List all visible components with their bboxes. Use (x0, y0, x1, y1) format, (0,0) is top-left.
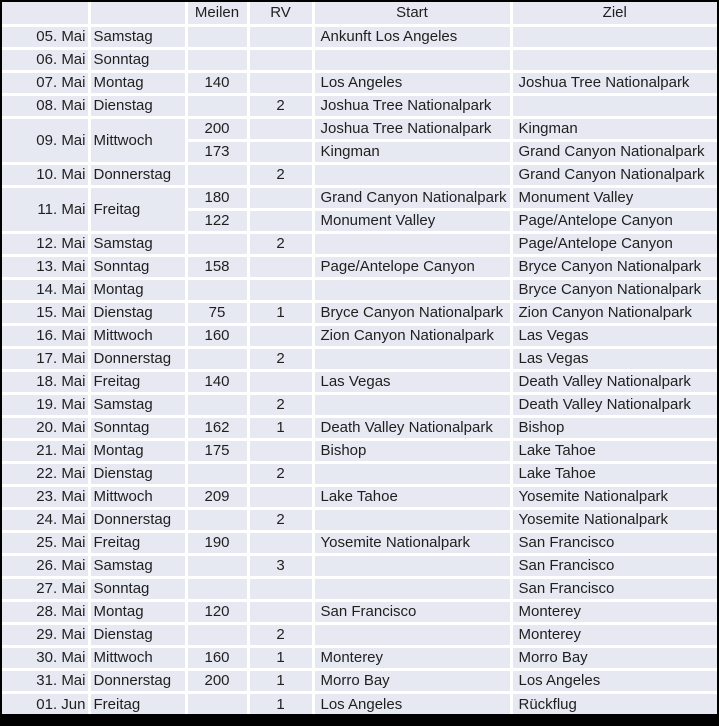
date-cell: 08. Mai (2, 94, 89, 117)
rv-cell (248, 140, 313, 163)
weekday-cell: Sonntag (89, 255, 186, 278)
date-column-header (2, 2, 89, 25)
ziel-cell: Page/Antelope Canyon (511, 232, 717, 255)
meilen-cell (186, 163, 248, 186)
table-row (2, 439, 717, 462)
weekday-cell: Sonntag (89, 48, 186, 71)
ziel-cell: Bryce Canyon Nationalpark (511, 255, 717, 278)
header-row (2, 2, 717, 25)
header-start: Start (313, 2, 511, 25)
rv-cell: 2 (248, 623, 313, 646)
date-cell: 19. Mai (2, 393, 89, 416)
date-cell: 01. Jun (2, 692, 89, 715)
table-row (2, 186, 717, 209)
start-cell (313, 163, 511, 186)
table-row (2, 25, 717, 48)
meilen-cell (186, 508, 248, 531)
itinerary-table (2, 2, 717, 715)
table-row (2, 117, 717, 140)
table-row (2, 393, 717, 416)
table-row (2, 255, 717, 278)
rv-cell: 2 (248, 163, 313, 186)
table-row (2, 370, 717, 393)
start-cell: Joshua Tree Nationalpark (313, 94, 511, 117)
date-cell: 30. Mai (2, 646, 89, 669)
weekday-cell: Mittwoch (89, 324, 186, 347)
weekday-cell: Donnerstag (89, 669, 186, 692)
weekday-cell: Samstag (89, 232, 186, 255)
rv-cell (248, 600, 313, 623)
ziel-cell: Yosemite Nationalpark (511, 508, 717, 531)
meilen-cell (186, 554, 248, 577)
start-cell: Bishop (313, 439, 511, 462)
date-cell: 18. Mai (2, 370, 89, 393)
date-cell: 11. Mai (2, 186, 89, 232)
weekday-cell: Mittwoch (89, 646, 186, 669)
weekday-cell: Mittwoch (89, 485, 186, 508)
rv-cell (248, 209, 313, 232)
rv-cell: 1 (248, 416, 313, 439)
ziel-cell: Los Angeles (511, 669, 717, 692)
rv-cell (248, 48, 313, 71)
ziel-cell: Kingman (511, 117, 717, 140)
ziel-cell: San Francisco (511, 577, 717, 600)
start-cell: Joshua Tree Nationalpark (313, 117, 511, 140)
date-cell: 05. Mai (2, 25, 89, 48)
weekday-cell: Sonntag (89, 577, 186, 600)
ziel-cell (511, 48, 717, 71)
rv-cell: 2 (248, 94, 313, 117)
ziel-cell: Rückflug (511, 692, 717, 715)
date-cell: 12. Mai (2, 232, 89, 255)
date-cell: 16. Mai (2, 324, 89, 347)
ziel-cell: San Francisco (511, 554, 717, 577)
date-cell: 26. Mai (2, 554, 89, 577)
weekday-cell: Montag (89, 600, 186, 623)
meilen-cell (186, 278, 248, 301)
date-cell: 21. Mai (2, 439, 89, 462)
ziel-cell: Zion Canyon Nationalpark (511, 301, 717, 324)
ziel-cell: Death Valley Nationalpark (511, 370, 717, 393)
date-cell: 20. Mai (2, 416, 89, 439)
ziel-cell: Lake Tahoe (511, 439, 717, 462)
ziel-cell: Yosemite Nationalpark (511, 485, 717, 508)
ziel-cell: Bishop (511, 416, 717, 439)
start-cell (313, 554, 511, 577)
table-row (2, 508, 717, 531)
rv-cell: 3 (248, 554, 313, 577)
ziel-cell: Bryce Canyon Nationalpark (511, 278, 717, 301)
date-cell: 06. Mai (2, 48, 89, 71)
weekday-cell: Freitag (89, 186, 186, 232)
start-cell: Lake Tahoe (313, 485, 511, 508)
rv-cell: 2 (248, 232, 313, 255)
header-ziel: Ziel (511, 2, 717, 25)
start-cell: Kingman (313, 140, 511, 163)
date-cell: 13. Mai (2, 255, 89, 278)
start-cell (313, 278, 511, 301)
rv-cell: 1 (248, 692, 313, 715)
weekday-cell: Dienstag (89, 94, 186, 117)
meilen-cell: 122 (186, 209, 248, 232)
weekday-cell: Freitag (89, 370, 186, 393)
ziel-cell: Grand Canyon Nationalpark (511, 140, 717, 163)
meilen-cell: 190 (186, 531, 248, 554)
meilen-cell (186, 25, 248, 48)
meilen-cell (186, 393, 248, 416)
start-cell: Los Angeles (313, 71, 511, 94)
start-cell (313, 393, 511, 416)
table-row (2, 71, 717, 94)
table-row (2, 301, 717, 324)
table-header (2, 2, 717, 25)
meilen-cell (186, 623, 248, 646)
ziel-cell: Las Vegas (511, 324, 717, 347)
ziel-cell: Lake Tahoe (511, 462, 717, 485)
meilen-cell: 160 (186, 324, 248, 347)
meilen-cell (186, 692, 248, 715)
ziel-cell: San Francisco (511, 531, 717, 554)
date-cell: 28. Mai (2, 600, 89, 623)
meilen-cell: 75 (186, 301, 248, 324)
start-cell: Death Valley Nationalpark (313, 416, 511, 439)
weekday-cell: Dienstag (89, 462, 186, 485)
rv-cell (248, 255, 313, 278)
start-cell (313, 48, 511, 71)
meilen-cell (186, 94, 248, 117)
table-row (2, 485, 717, 508)
start-cell: Las Vegas (313, 370, 511, 393)
meilen-cell: 140 (186, 370, 248, 393)
rv-cell: 2 (248, 508, 313, 531)
weekday-cell: Donnerstag (89, 163, 186, 186)
ziel-cell: Morro Bay (511, 646, 717, 669)
weekday-cell: Samstag (89, 393, 186, 416)
date-cell: 27. Mai (2, 577, 89, 600)
date-cell: 29. Mai (2, 623, 89, 646)
rv-cell (248, 485, 313, 508)
meilen-cell: 173 (186, 140, 248, 163)
table-row (2, 347, 717, 370)
ziel-cell: Death Valley Nationalpark (511, 393, 717, 416)
table-row (2, 531, 717, 554)
weekday-column-header (89, 2, 186, 25)
meilen-cell: 160 (186, 646, 248, 669)
meilen-cell: 140 (186, 71, 248, 94)
meilen-cell (186, 462, 248, 485)
rv-cell (248, 531, 313, 554)
weekday-cell: Dienstag (89, 623, 186, 646)
rv-cell (248, 370, 313, 393)
meilen-cell: 120 (186, 600, 248, 623)
ziel-cell: Monterey (511, 623, 717, 646)
weekday-cell: Donnerstag (89, 508, 186, 531)
rv-cell: 1 (248, 669, 313, 692)
meilen-cell (186, 48, 248, 71)
rv-cell (248, 324, 313, 347)
table-row (2, 462, 717, 485)
date-cell: 31. Mai (2, 669, 89, 692)
meilen-cell: 158 (186, 255, 248, 278)
start-cell (313, 232, 511, 255)
start-cell: Yosemite Nationalpark (313, 531, 511, 554)
weekday-cell: Donnerstag (89, 347, 186, 370)
table-row (2, 94, 717, 117)
date-cell: 17. Mai (2, 347, 89, 370)
rv-cell: 2 (248, 347, 313, 370)
table-row (2, 646, 717, 669)
table-row (2, 669, 717, 692)
rv-cell: 2 (248, 393, 313, 416)
ziel-cell: Joshua Tree Nationalpark (511, 71, 717, 94)
table-row (2, 416, 717, 439)
rv-cell: 2 (248, 462, 313, 485)
table-row (2, 278, 717, 301)
start-cell: Ankunft Los Angeles (313, 25, 511, 48)
ziel-cell: Las Vegas (511, 347, 717, 370)
rv-cell (248, 577, 313, 600)
meilen-cell (186, 347, 248, 370)
ziel-cell: Grand Canyon Nationalpark (511, 163, 717, 186)
start-cell (313, 577, 511, 600)
weekday-cell: Samstag (89, 25, 186, 48)
date-cell: 23. Mai (2, 485, 89, 508)
date-cell: 24. Mai (2, 508, 89, 531)
table-row (2, 48, 717, 71)
table-row (2, 692, 717, 715)
rv-cell (248, 186, 313, 209)
start-cell (313, 347, 511, 370)
date-cell: 07. Mai (2, 71, 89, 94)
weekday-cell: Sonntag (89, 416, 186, 439)
date-cell: 09. Mai (2, 117, 89, 163)
rv-cell (248, 25, 313, 48)
rv-cell (248, 278, 313, 301)
date-cell: 14. Mai (2, 278, 89, 301)
start-cell: Los Angeles (313, 692, 511, 715)
date-cell: 25. Mai (2, 531, 89, 554)
date-cell: 22. Mai (2, 462, 89, 485)
start-cell: Page/Antelope Canyon (313, 255, 511, 278)
date-cell: 15. Mai (2, 301, 89, 324)
meilen-cell: 162 (186, 416, 248, 439)
weekday-cell: Dienstag (89, 301, 186, 324)
start-cell (313, 462, 511, 485)
header-rv: RV (248, 2, 313, 25)
weekday-cell: Samstag (89, 554, 186, 577)
weekday-cell: Montag (89, 278, 186, 301)
date-cell: 10. Mai (2, 163, 89, 186)
ziel-cell (511, 94, 717, 117)
table-row (2, 577, 717, 600)
start-cell: Grand Canyon Nationalpark (313, 186, 511, 209)
start-cell (313, 623, 511, 646)
meilen-cell: 180 (186, 186, 248, 209)
weekday-cell: Montag (89, 71, 186, 94)
ziel-cell (511, 25, 717, 48)
table-row (2, 600, 717, 623)
start-cell: Monument Valley (313, 209, 511, 232)
meilen-cell (186, 232, 248, 255)
start-cell: Monterey (313, 646, 511, 669)
rv-cell: 1 (248, 301, 313, 324)
meilen-cell: 209 (186, 485, 248, 508)
start-cell: Zion Canyon Nationalpark (313, 324, 511, 347)
table-row (2, 623, 717, 646)
rv-cell (248, 439, 313, 462)
ziel-cell: Monterey (511, 600, 717, 623)
meilen-cell: 175 (186, 439, 248, 462)
weekday-cell: Freitag (89, 692, 186, 715)
start-cell: San Francisco (313, 600, 511, 623)
weekday-cell: Mittwoch (89, 117, 186, 163)
weekday-cell: Montag (89, 439, 186, 462)
start-cell (313, 508, 511, 531)
table-row (2, 324, 717, 347)
header-meilen: Meilen (186, 2, 248, 25)
table-row (2, 163, 717, 186)
rv-cell: 1 (248, 646, 313, 669)
weekday-cell: Freitag (89, 531, 186, 554)
meilen-cell: 200 (186, 669, 248, 692)
meilen-cell (186, 577, 248, 600)
start-cell: Morro Bay (313, 669, 511, 692)
ziel-cell: Page/Antelope Canyon (511, 209, 717, 232)
table-row (2, 554, 717, 577)
meilen-cell: 200 (186, 117, 248, 140)
rv-cell (248, 117, 313, 140)
start-cell: Bryce Canyon Nationalpark (313, 301, 511, 324)
table-row (2, 232, 717, 255)
ziel-cell: Monument Valley (511, 186, 717, 209)
rv-cell (248, 71, 313, 94)
